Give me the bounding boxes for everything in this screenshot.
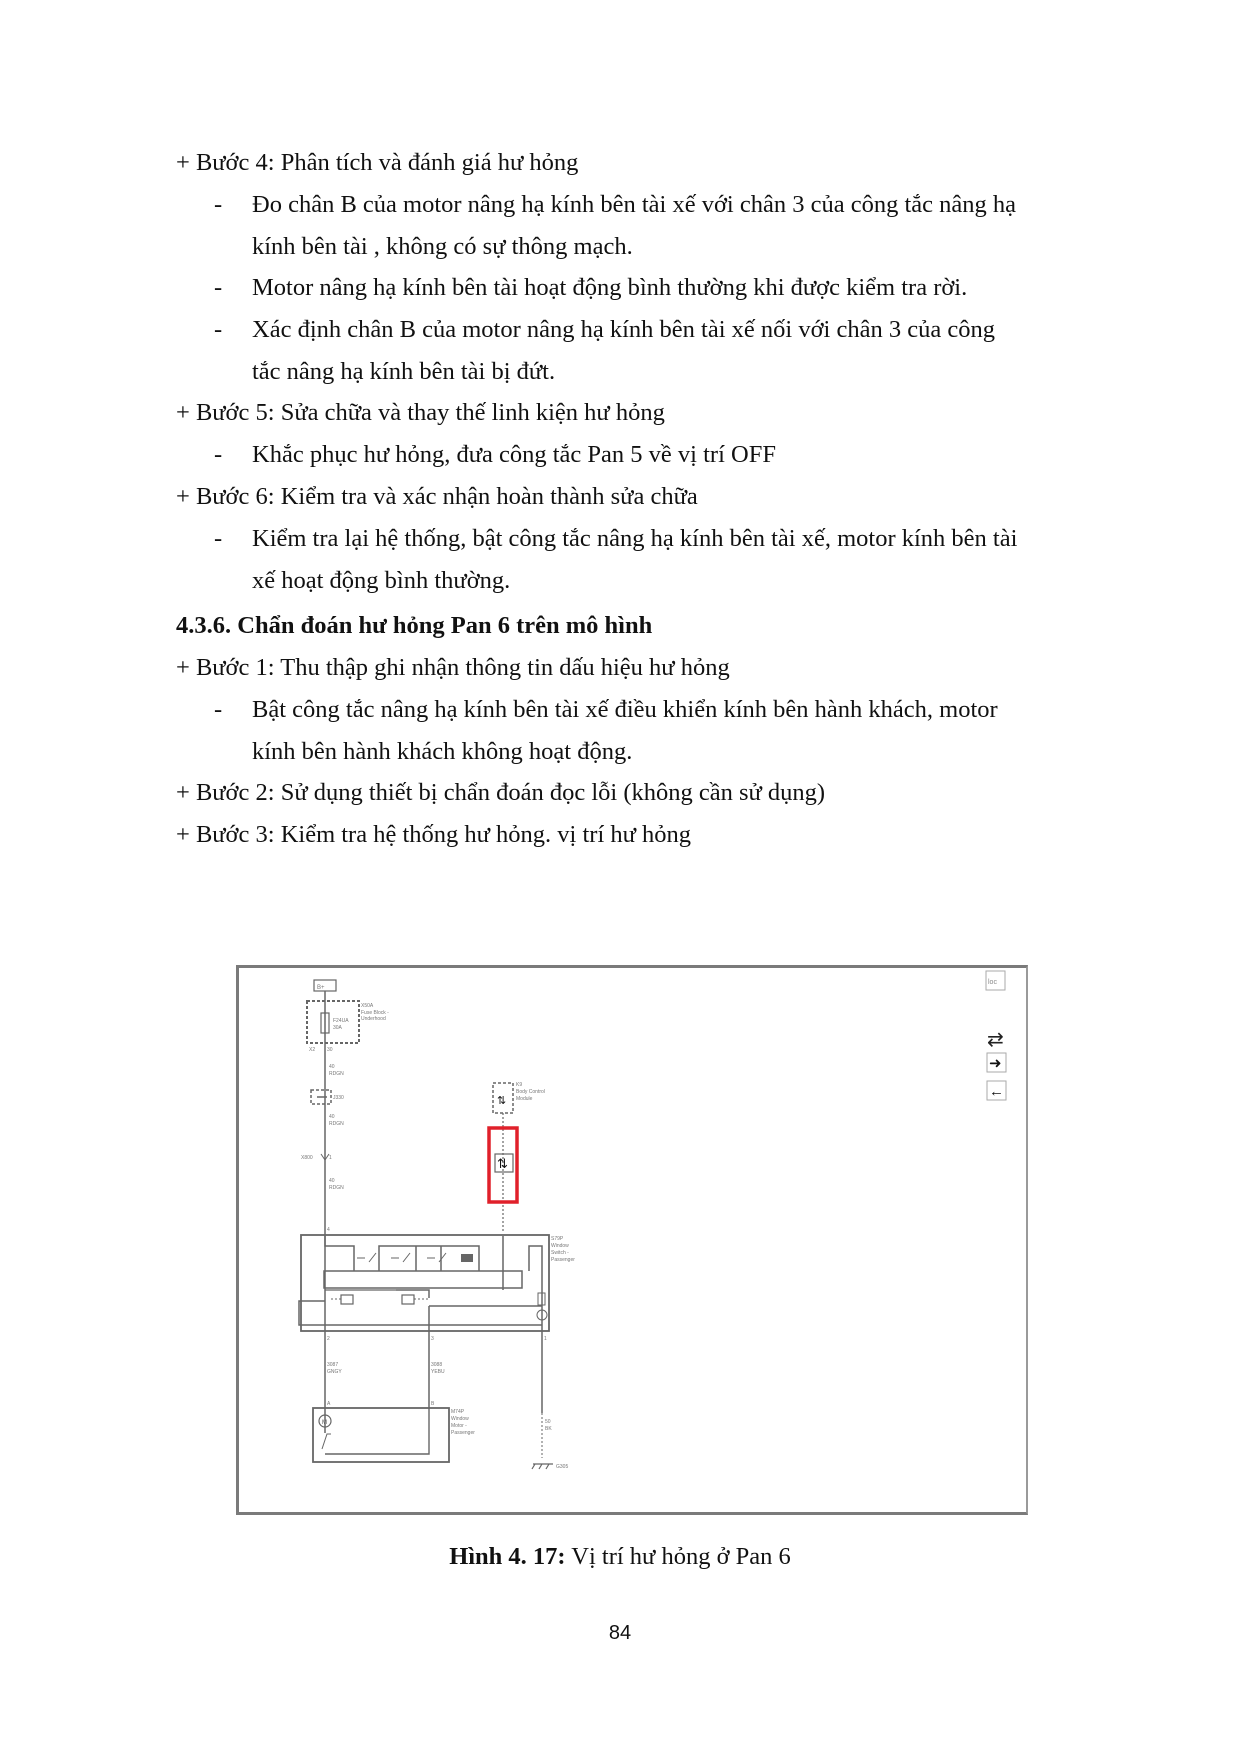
step-line: + Bước 2: Sử dụng thiết bị chẩn đoán đọc lỗi (không cần sử dụng)	[176, 779, 826, 806]
svg-text:40: 40	[329, 1114, 335, 1120]
bullet-line: Motor nâng hạ kính bên tài hoạt động bình thường khi được kiểm tra rời.	[252, 274, 968, 301]
loc-icon[interactable]	[986, 971, 1005, 990]
svg-text:F24UA: F24UA	[333, 1018, 349, 1024]
bullet-line: Xác định chân B của motor nâng hạ kính bên tài xế nối với chân 3 của công	[252, 316, 995, 343]
wiring-diagram	[239, 968, 1026, 1513]
svg-text:⇅: ⇅	[497, 1156, 508, 1171]
svg-text:K9: K9	[516, 1082, 523, 1088]
bullet-dash: -	[214, 525, 223, 552]
svg-text:Body Control: Body Control	[516, 1089, 545, 1095]
svg-text:RDGN: RDGN	[329, 1185, 344, 1191]
svg-text:30: 30	[327, 1047, 333, 1053]
svg-text:B: B	[431, 1401, 435, 1407]
step-line: + Bước 5: Sửa chữa và thay thế linh kiện hư hỏng	[176, 399, 665, 426]
svg-text:Window: Window	[551, 1243, 569, 1249]
bullet-dash: -	[214, 274, 223, 301]
figure-caption	[0, 1542, 1240, 1572]
svg-text:Passenger: Passenger	[451, 1430, 475, 1436]
svg-text:⇄: ⇄	[987, 1029, 1004, 1051]
caption-label: Hình 4. 17:	[449, 1543, 566, 1570]
arrow-left-icon[interactable]	[987, 1081, 1006, 1100]
svg-text:Underhood: Underhood	[361, 1016, 386, 1022]
svg-text:40: 40	[329, 1178, 335, 1184]
svg-text:3: 3	[431, 1336, 434, 1342]
svg-text:RDGN: RDGN	[329, 1121, 344, 1127]
caption-text: Vị trí hư hỏng ở Pan 6	[565, 1543, 791, 1570]
svg-text:Window: Window	[451, 1416, 469, 1422]
step-line: + Bước 4: Phân tích và đánh giá hư hỏng	[176, 149, 579, 176]
svg-text:YEBU: YEBU	[431, 1369, 445, 1375]
bullet-dash: -	[214, 191, 223, 218]
svg-text:➜: ➜	[989, 1055, 1002, 1072]
bullet-line: tắc nâng hạ kính bên tài bị đứt.	[252, 358, 556, 385]
bullet-dash: -	[214, 696, 223, 723]
swap-arrows-icon[interactable]	[987, 1029, 1004, 1051]
section-heading: 4.3.6. Chẩn đoán hư hỏng Pan 6 trên mô hình	[176, 612, 653, 639]
wiring-diagram-figure	[236, 965, 1028, 1515]
bullet-dash: -	[214, 441, 223, 468]
svg-text:2: 2	[327, 1336, 330, 1342]
bullet-dash: -	[214, 316, 223, 343]
svg-text:Motor -: Motor -	[451, 1423, 467, 1429]
bullet-line: xế hoạt động bình thường.	[252, 567, 511, 594]
svg-text:M: M	[322, 1420, 327, 1426]
svg-text:30A: 30A	[333, 1025, 342, 1031]
bullet-line: kính bên hành khách không hoạt động.	[252, 738, 633, 765]
svg-text:GNGY: GNGY	[327, 1369, 342, 1375]
svg-text:←: ←	[989, 1083, 1004, 1100]
svg-text:Switch -: Switch -	[551, 1250, 569, 1256]
bullet-line: kính bên tài , không có sự thông mạch.	[252, 233, 633, 260]
bullet-line: Bật công tắc nâng hạ kính bên tài xế điều khiển kính bên hành khách, motor	[252, 696, 998, 723]
svg-text:⇅: ⇅	[497, 1095, 507, 1107]
svg-text:Fuse Block -: Fuse Block -	[361, 1010, 389, 1016]
svg-text:Passenger: Passenger	[551, 1257, 575, 1263]
battery-label: B+	[317, 985, 325, 991]
step-line: + Bước 3: Kiểm tra hệ thống hư hỏng. vị trí hư hỏng	[176, 821, 692, 848]
svg-text:A: A	[327, 1401, 331, 1407]
arrow-right-icon[interactable]	[987, 1053, 1006, 1072]
svg-text:1: 1	[544, 1336, 547, 1342]
svg-text:3088: 3088	[431, 1362, 443, 1368]
svg-text:RDGN: RDGN	[329, 1071, 344, 1077]
svg-text:S79P: S79P	[551, 1236, 564, 1242]
svg-text:X50A: X50A	[361, 1003, 374, 1009]
svg-text:loc: loc	[988, 979, 997, 986]
svg-text:Module: Module	[516, 1096, 533, 1102]
bullet-line: Kiểm tra lại hệ thống, bật công tắc nâng hạ kính bên tài xế, motor kính bên tài	[252, 525, 1018, 552]
svg-text:40: 40	[329, 1064, 335, 1070]
svg-text:M74P: M74P	[451, 1409, 465, 1415]
svg-text:4: 4	[327, 1227, 330, 1233]
svg-text:BK: BK	[545, 1426, 552, 1432]
svg-text:X2: X2	[309, 1047, 316, 1053]
step-line: + Bước 1: Thu thập ghi nhận thông tin dấu hiệu hư hỏng	[176, 654, 730, 681]
svg-text:50: 50	[545, 1419, 551, 1425]
svg-text:1: 1	[329, 1155, 332, 1161]
step-line: + Bước 6: Kiểm tra và xác nhận hoàn thành sửa chữa	[176, 483, 698, 510]
svg-text:3087: 3087	[327, 1362, 339, 1368]
svg-text:X800: X800	[301, 1155, 313, 1161]
page-number: 84	[608, 1622, 632, 1644]
bullet-line: Khắc phục hư hỏng, đưa công tắc Pan 5 về vị trí OFF	[252, 441, 776, 468]
svg-text:J330: J330	[333, 1095, 344, 1101]
svg-text:G305: G305	[556, 1464, 569, 1470]
bullet-line: Đo chân B của motor nâng hạ kính bên tài xế với chân 3 của công tắc nâng hạ	[252, 191, 1017, 218]
